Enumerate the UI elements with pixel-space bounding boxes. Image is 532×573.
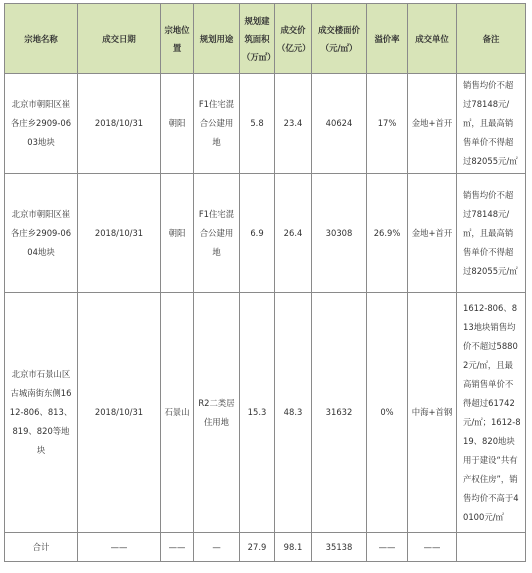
buyer-cell: 金地+首开 xyxy=(408,74,457,174)
unit-price-cell: 40624 xyxy=(312,74,367,174)
total-price-cell: 98.1 xyxy=(275,533,312,562)
price-cell: 48.3 xyxy=(275,293,312,533)
location-cell: 朝阳 xyxy=(161,74,194,174)
table-body xyxy=(5,74,526,562)
header-floor-price: 成交楼面价（元/㎡） xyxy=(312,4,367,74)
location-cell: 朝阳 xyxy=(161,174,194,293)
total-label-cell: 合计 xyxy=(5,533,78,562)
unit-price-cell: 30308 xyxy=(312,174,367,293)
total-location-cell: —— xyxy=(161,533,194,562)
header-planned-area: 规划建筑面积（万㎡） xyxy=(240,4,275,74)
price-cell: 23.4 xyxy=(275,74,312,174)
date-cell: 2018/10/31 xyxy=(78,174,161,293)
area-cell: 5.8 xyxy=(240,74,275,174)
table-row xyxy=(5,74,526,174)
total-area-cell: 27.9 xyxy=(240,533,275,562)
header-buyer: 成交单位 xyxy=(408,4,457,74)
premium-cell: 0% xyxy=(367,293,408,533)
price-cell: 26.4 xyxy=(275,174,312,293)
total-premium-cell: —— xyxy=(367,533,408,562)
header-planned-use: 规划用途 xyxy=(194,4,240,74)
remarks-cell: 1612-806、813地块销售均价不超过58802元/㎡，且最高销售单价不得超过61742元/㎡；1612-819、820地块用于建设“共有产权住房”，销售均价不高于40100元/㎡ xyxy=(457,293,526,533)
location-cell: 石景山 xyxy=(161,293,194,533)
header-remarks: 备注 xyxy=(457,4,526,74)
total-buyer-cell: —— xyxy=(408,533,457,562)
remarks-cell: 销售均价不超过78148元/㎡，且最高销售单价不得超过82055元/㎡ xyxy=(457,74,526,174)
date-cell: 2018/10/31 xyxy=(78,293,161,533)
date-cell: 2018/10/31 xyxy=(78,74,161,174)
land-auction-table xyxy=(4,3,526,562)
premium-cell: 17% xyxy=(367,74,408,174)
land-auction-table-container xyxy=(4,3,526,562)
table-header xyxy=(5,4,526,74)
total-date-cell: —— xyxy=(78,533,161,562)
table-row xyxy=(5,174,526,293)
total-remarks-cell xyxy=(457,533,526,562)
use-cell: F1住宅混合公建用地 xyxy=(194,174,240,293)
header-parcel-name: 宗地名称 xyxy=(5,4,78,74)
buyer-cell: 中海+首钢 xyxy=(408,293,457,533)
parcel-name-cell: 北京市朝阳区崔各庄乡2909-0604地块 xyxy=(5,174,78,293)
use-cell: R2二类居住用地 xyxy=(194,293,240,533)
total-use-cell: — xyxy=(194,533,240,562)
remarks-cell: 销售均价不超过78148元/㎡，且最高销售单价不得超过82055元/㎡ xyxy=(457,174,526,293)
header-premium-rate: 溢价率 xyxy=(367,4,408,74)
header-transaction-date: 成交日期 xyxy=(78,4,161,74)
unit-price-cell: 31632 xyxy=(312,293,367,533)
parcel-name-cell: 北京市石景山区古城南街东侧1612-806、813、819、820等地块 xyxy=(5,293,78,533)
use-cell: F1住宅混合公建用地 xyxy=(194,74,240,174)
premium-cell: 26.9% xyxy=(367,174,408,293)
area-cell: 6.9 xyxy=(240,174,275,293)
header-transaction-price: 成交价（亿元） xyxy=(275,4,312,74)
table-row xyxy=(5,293,526,533)
area-cell: 15.3 xyxy=(240,293,275,533)
parcel-name-cell: 北京市朝阳区崔各庄乡2909-0603地块 xyxy=(5,74,78,174)
header-parcel-location: 宗地位置 xyxy=(161,4,194,74)
total-row xyxy=(5,533,526,562)
total-unit-price-cell: 35138 xyxy=(312,533,367,562)
buyer-cell: 金地+首开 xyxy=(408,174,457,293)
